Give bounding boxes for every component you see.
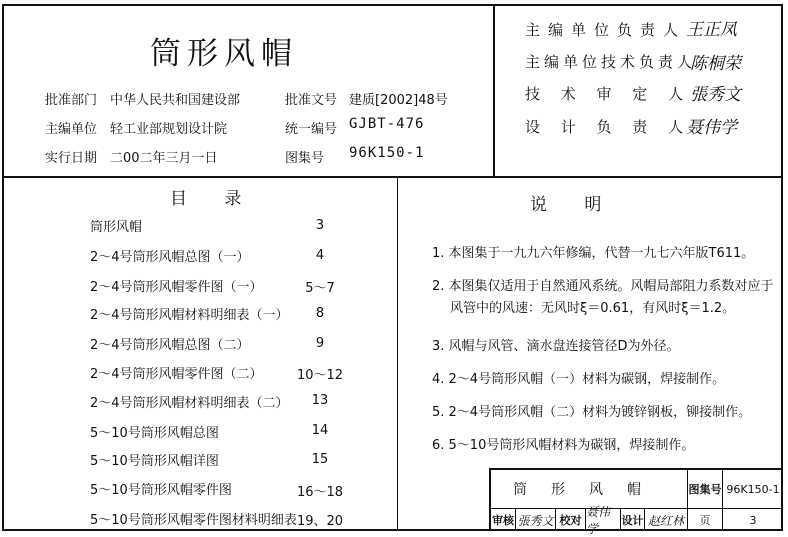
responsible-signature-3: 張秀文 xyxy=(690,85,741,105)
note-6: 6. 5～10号筒形风帽材料为碳钢，焊接制作。 xyxy=(432,438,695,453)
toc-item-title[interactable]: 2～4号筒形风帽零件图（一） xyxy=(90,280,263,295)
toc-item-page: 16～18 xyxy=(296,485,344,500)
title-block-atlas-label: 图集号 xyxy=(688,483,722,496)
responsible-role-4: 设 计 负 责 人 xyxy=(525,118,692,136)
approval-doc-label: 批准文号 xyxy=(285,93,338,108)
toc-item-page: 13 xyxy=(311,393,329,408)
unified-no-value: GJBT-476 xyxy=(349,116,425,132)
effective-date-label: 实行日期 xyxy=(45,151,98,166)
responsible-signature-2: 陈桐荣 xyxy=(690,54,741,74)
title-block-name: 筒形风帽 xyxy=(513,482,665,498)
header-vertical-divider xyxy=(493,4,495,177)
check-signature: 聂伟学 xyxy=(586,505,611,536)
toc-item-page: 14 xyxy=(311,423,329,438)
review-label: 审核 xyxy=(492,514,514,527)
header-divider xyxy=(2,176,783,178)
toc-item-title[interactable]: 5～10号筒形风帽零件图 xyxy=(90,483,232,498)
content-vertical-divider xyxy=(397,178,398,531)
design-label: 设计 xyxy=(621,514,644,527)
toc-heading: 目 录 xyxy=(170,189,258,209)
note-4: 4. 2～4号筒形风帽（一）材料为碳钢，焊接制作。 xyxy=(432,372,726,387)
design-signature: 赵红林 xyxy=(647,513,684,528)
note-5: 5. 2～4号筒形风帽（二）材料为镀锌钢板，铆接制作。 xyxy=(432,405,752,420)
unified-no-label: 统一编号 xyxy=(285,122,338,137)
responsible-signature-1: 王正凤 xyxy=(686,20,737,40)
page-label: 页 xyxy=(699,514,711,527)
note-1: 1. 本图集于一九九六年修编，代替一九七六年版T611。 xyxy=(432,246,755,261)
atlas-no-value: 96K150-1 xyxy=(349,145,425,161)
toc-item-title[interactable]: 5～10号筒形风帽详图 xyxy=(90,454,219,469)
approval-doc-value: 建质[2002]48号 xyxy=(349,93,448,108)
toc-item-title[interactable]: 2～4号筒形风帽总图（一） xyxy=(90,250,250,265)
toc-item-page: 15 xyxy=(311,452,329,467)
toc-item-page: 3 xyxy=(315,218,325,233)
approval-dept-value: 中华人民共和国建设部 xyxy=(110,93,241,108)
responsible-role-3: 技 术 审 定 人 xyxy=(525,85,692,103)
responsible-role-1: 主编单位负责人 xyxy=(525,21,687,39)
atlas-no-label: 图集号 xyxy=(285,151,325,166)
responsible-signature-4: 聂伟学 xyxy=(686,118,737,138)
toc-item-page: 10～12 xyxy=(296,368,344,383)
editor-unit-value: 轻工业部规划设计院 xyxy=(110,122,228,137)
editor-unit-label: 主编单位 xyxy=(45,122,98,137)
toc-item-page: 9 xyxy=(315,336,325,351)
toc-item-title[interactable]: 5～10号筒形风帽零件图材料明细表 xyxy=(90,513,297,528)
toc-item-title[interactable]: 5～10号筒形风帽总图 xyxy=(90,426,219,441)
toc-item-page: 5～7 xyxy=(305,281,335,296)
notes-heading: 说 明 xyxy=(530,195,618,215)
toc-item-page: 4 xyxy=(315,248,325,263)
note-3: 3. 风帽与风管、滴水盘连接管径D为外径。 xyxy=(432,339,680,354)
review-signature: 張秀文 xyxy=(517,513,554,528)
toc-item-page: 19、20 xyxy=(296,514,344,529)
effective-date-value: 二00二年三月一日 xyxy=(110,151,218,166)
page-title: 筒形风帽 xyxy=(150,36,298,72)
toc-item-title[interactable]: 筒形风帽 xyxy=(90,220,143,235)
toc-item-title[interactable]: 2～4号筒形风帽材料明细表（二） xyxy=(90,396,289,411)
toc-item-title[interactable]: 2～4号筒形风帽零件图（二） xyxy=(90,367,263,382)
toc-item-page: 8 xyxy=(315,306,325,321)
check-label: 校对 xyxy=(559,514,582,527)
toc-item-title[interactable]: 2～4号筒形风帽材料明细表（一） xyxy=(90,308,289,323)
note-2: 2. 本图集仅适用于自然通风系统。风帽局部阻力系数对应于 xyxy=(432,279,774,294)
responsible-role-2: 主编单位技术负责人 xyxy=(525,53,697,71)
note-2-continued: 风管中的风速：无风时ξ＝0.61，有风时ξ＝1.2。 xyxy=(450,301,736,316)
title-block-atlas-no: 96K150-1 xyxy=(726,482,780,496)
toc-item-title[interactable]: 2～4号筒形风帽总图（二） xyxy=(90,338,250,353)
approval-dept-label: 批准部门 xyxy=(45,93,98,108)
page-number: 3 xyxy=(749,513,757,527)
